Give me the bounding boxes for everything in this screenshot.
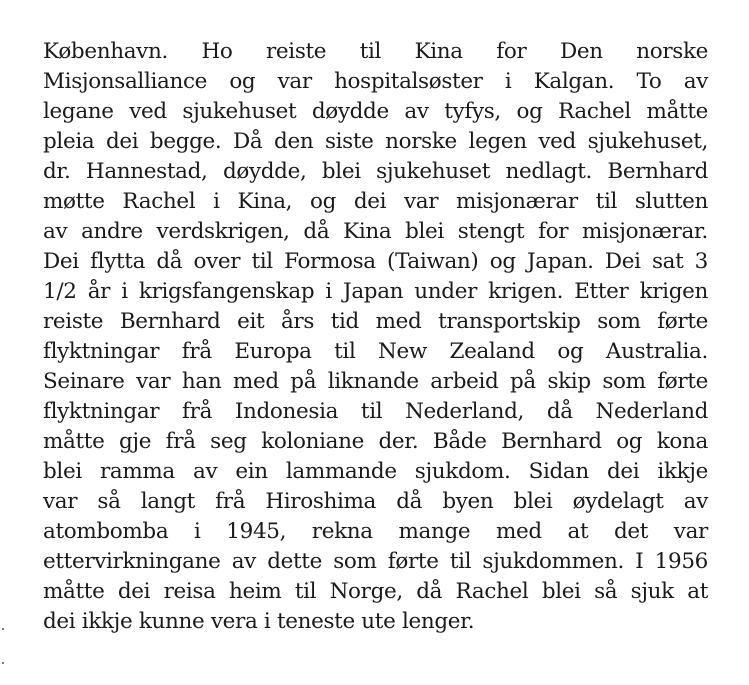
scan-speck — [2, 628, 4, 630]
document-body — [43, 37, 708, 637]
text-line: atombomba i 1945, rekna mange med at det var — [43, 519, 708, 544]
text-line: reiste Bernhard eit års tid med transportskip som førte — [43, 309, 708, 334]
text-line: blei ramma av ein lammande sjukdom. Sidan dei ikkje — [43, 459, 708, 484]
text-line: Dei flytta då over til Formosa (Taiwan) og Japan. Dei sat 3 — [43, 249, 708, 274]
text-line: dei ikkje kunne vera i teneste ute lenger. — [43, 609, 475, 634]
text-line: møtte Rachel i Kina, og dei var misjonærar til slutten — [43, 189, 708, 214]
text-line: pleia dei begge. Då den siste norske legen ved sjukehuset, — [43, 129, 708, 154]
text-line: legane ved sjukehuset døydde av tyfys, og Rachel måtte — [43, 99, 708, 124]
text-line: København. Ho reiste til Kina for Den norske — [43, 39, 708, 64]
text-line: dr. Hannestad, døydde, blei sjukehuset nedlagt. Bernhard — [43, 159, 708, 184]
text-line: var så langt frå Hiroshima då byen blei øydelagt av — [43, 489, 708, 514]
scan-speck — [2, 662, 4, 664]
text-line: Seinare var han med på liknande arbeid på skip som førte — [43, 369, 708, 394]
text-line: av andre verdskrigen, då Kina blei stengt for misjonærar. — [43, 219, 708, 244]
text-line: måtte gje frå seg koloniane der. Både Bernhard og kona — [43, 429, 708, 454]
text-line: flyktningar frå Indonesia til Nederland, då Nederland — [43, 399, 708, 424]
text-line: måtte dei reisa heim til Norge, då Rachel blei så sjuk at — [43, 579, 708, 604]
text-line: 1/2 år i krigsfangenskap i Japan under krigen. Etter krigen — [43, 279, 708, 304]
text-line: ettervirkningane av dette som førte til sjukdommen. I 1956 — [43, 549, 708, 574]
text-line: Misjonsalliance og var hospitalsøster i Kalgan. To av — [43, 69, 708, 94]
text-line: flyktningar frå Europa til New Zealand og Australia. — [43, 339, 708, 364]
